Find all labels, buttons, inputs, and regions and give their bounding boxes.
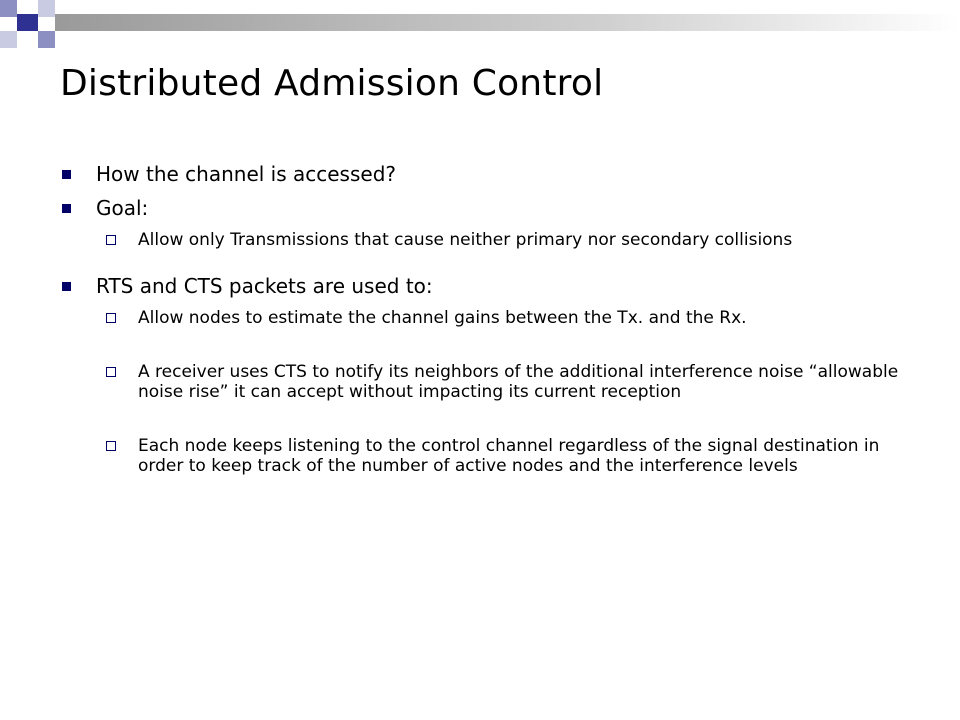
sub-bullet-channel-gains — [60, 308, 900, 328]
bullet-text: How the channel is accessed? — [96, 162, 397, 186]
hollow-square-bullet-icon — [106, 235, 116, 245]
bullet-goal — [60, 196, 900, 220]
title-decoration — [0, 0, 960, 60]
bullet-text: RTS and CTS packets are used to: — [96, 274, 433, 298]
sub-bullet-text: A receiver uses CTS to notify its neighbors of the additional interference noise “allowable noise rise” it can accept without impacting its current reception — [138, 362, 899, 402]
hollow-square-bullet-icon — [106, 367, 116, 377]
bullet-rts-cts — [60, 274, 900, 298]
hollow-square-bullet-icon — [106, 313, 116, 323]
square-bullet-icon — [62, 170, 71, 179]
sub-bullet-text: Allow only Transmissions that cause neither primary nor secondary collisions — [138, 230, 793, 250]
bullet-text: Goal: — [96, 196, 149, 220]
bullet-channel-access — [60, 162, 900, 186]
slide-title: Distributed Admission Control — [60, 63, 604, 104]
sub-bullet-text: Each node keeps listening to the control channel regardless of the signal destination in order to keep track of the number of active nodes and the interference levels — [138, 436, 880, 476]
slide-body — [60, 162, 900, 500]
square-bullet-icon — [62, 282, 71, 291]
sub-bullet-cts-notify — [60, 362, 900, 402]
sub-bullet-text: Allow nodes to estimate the channel gains between the Tx. and the Rx. — [138, 308, 747, 328]
sub-bullet-allow-transmissions — [60, 230, 900, 250]
square-bullet-icon — [62, 204, 71, 213]
sub-bullet-control-channel — [60, 436, 900, 476]
hollow-square-bullet-icon — [106, 441, 116, 451]
